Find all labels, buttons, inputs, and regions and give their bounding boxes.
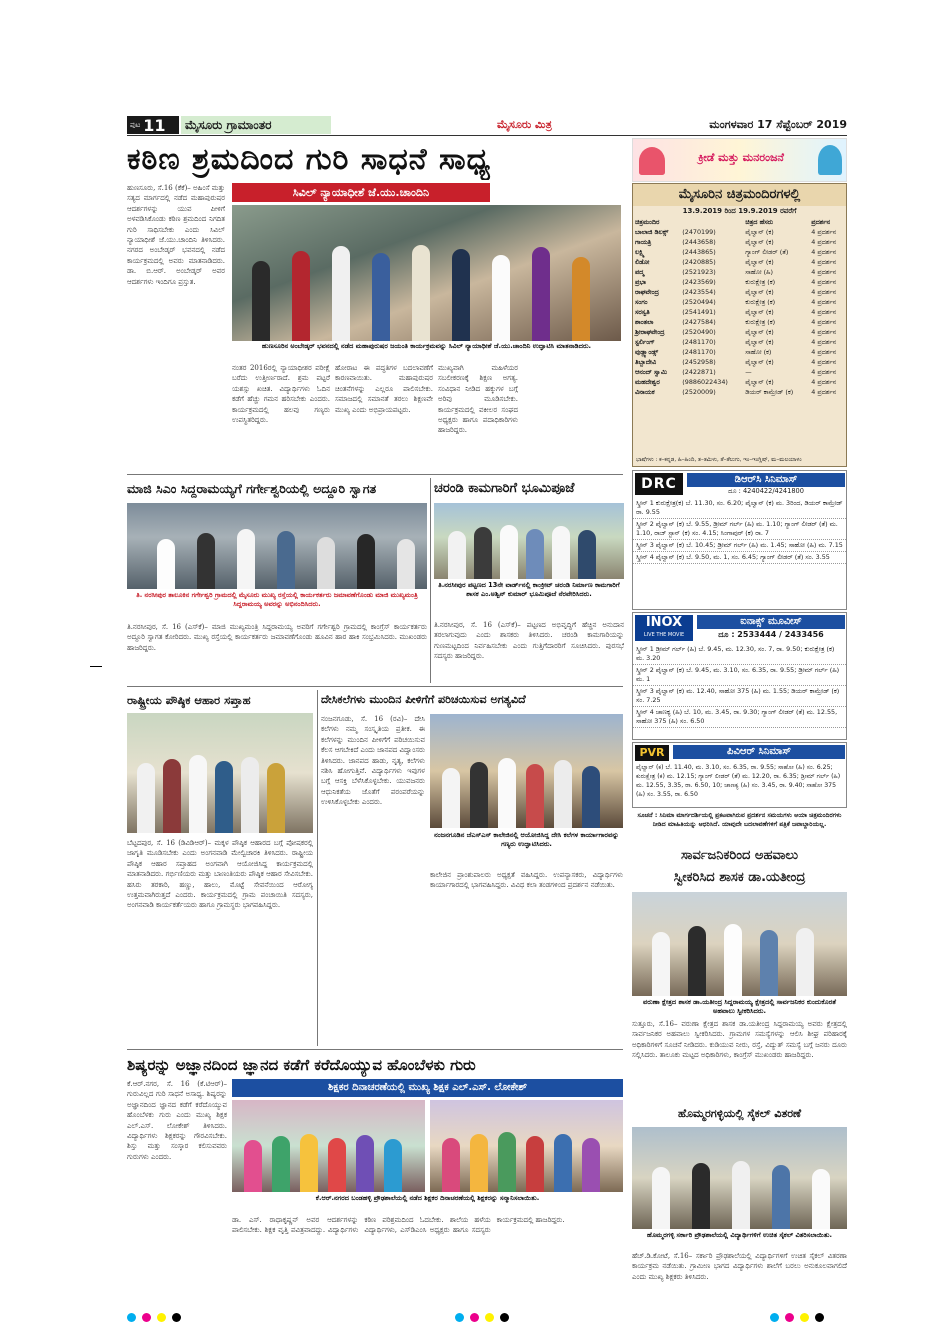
lead-body-col5 <box>438 363 518 471</box>
cinema-row <box>633 277 846 287</box>
cinema-theatre: ಲಕ್ಷ್ಮಿ <box>635 248 645 256</box>
cinema-phone: (2423569) <box>682 278 716 286</box>
drc-showtimes <box>633 498 846 564</box>
cinema-shows: 4 ಪ್ರದರ್ಶನ <box>811 238 837 246</box>
cinema-phone: (2420885) <box>682 258 716 266</box>
cinema-row <box>633 267 846 277</box>
section-title: ಮೈಸೂರು ಗ್ರಾಮಾಂತರ <box>181 116 331 134</box>
deshi-photo <box>430 714 623 828</box>
cinema-theatre: ಲಿಡೋ <box>635 258 650 266</box>
cinema-theatre: ಶಾಂತಲಾ <box>635 318 654 326</box>
section-rule <box>127 1049 623 1050</box>
inox-showtimes <box>633 644 846 728</box>
inox-panel <box>632 612 847 740</box>
bike-headline: ಹೊಮ್ಮರಗಳ್ಳಿಯಲ್ಲಿ ಸೈಕಲ್ ವಿತರಣೆ <box>632 1104 847 1124</box>
cinema-film: ಕುರುಕ್ಷೇತ್ರ (ಕ) <box>745 278 776 286</box>
sports-banner-title: ಕ್ರೀಡೆ ಮತ್ತು ಮನರಂಜನೆ <box>698 151 784 164</box>
inox-logo-text: INOX <box>645 615 683 630</box>
road-caption: ತಿ.ನರಸೀಪುರ ಪಟ್ಟಣದ 13ನೇ ವಾರ್ಡ್‌ನಲ್ಲಿ ಕಾಂಕ್ರೀಟ್ ಚರಂಡಿ ನಿರ್ಮಾಣ ಕಾಮಗಾರಿಗೆ ಶಾಸಕ ಎಂ.ಅಶ್ವಿನ್ ಕುಮಾರ್ ಭೂಮಿಪೂಜೆ ನೆರವೇರಿಸಿದರು. <box>438 581 620 598</box>
cinema-film: — <box>745 368 752 376</box>
lead-body4-text: ಮುಖ್ಯವಾಗಿ ಮಹಿಳೆಯರ ಸಬಲೀಕರಣಕ್ಕೆ ಶಿಕ್ಷಣ ಅಗತ್ಯ. ಸಂವಿಧಾನ ನೀಡಿದ ಹಕ್ಕುಗಳ ಬಗ್ಗೆ ಅರಿವು ಮೂಡಿಸಬೇಕು. ಕಾರ್ಯಕ್ರಮದಲ್ಲಿ ವಕೀಲರ ಸಂಘದ ಅಧ್ಯಕ್ಷರು ಹಾಗೂ ಪದಾಧಿಕಾರಿಗಳು ಹಾಜರಿದ್ದರು. <box>438 364 518 435</box>
cinema-theatre: ಮಹದೇಶ್ವರ <box>635 378 660 386</box>
sports-banner <box>632 138 847 182</box>
cinema-theatre: ವಿನಾಯಕ <box>635 388 655 396</box>
cinema-row <box>633 367 846 377</box>
teacher-subhead: ಶಿಕ್ಷಕರ ದಿನಾಚರಣೆಯಲ್ಲಿ ಮುಖ್ಯ ಶಿಕ್ಷಕ ಎಲ್.ಎಸ್. ಲೋಕೇಶ್ <box>232 1079 623 1097</box>
issue-date: ಮಂಗಳವಾರ 17 ಸೆಪ್ಟೆಂಬರ್ 2019 <box>709 118 847 131</box>
cinema-row <box>633 297 846 307</box>
col-theatre: ಚಿತ್ರಮಂದಿರ <box>635 218 660 226</box>
cinema-theatre: ಸ್ಟರ್ಲಿಂಗ್ <box>635 338 655 346</box>
cinema-shows: 4 ಪ್ರದರ್ಶನ <box>811 248 837 256</box>
magenta-dot-icon <box>470 1313 479 1322</box>
cinema-title: ಮೈಸೂರಿನ ಚಿತ್ರಮಂದಿರಗಳಲ್ಲಿ <box>633 184 846 206</box>
lead-photo <box>232 205 621 341</box>
section-rule <box>127 686 623 687</box>
cinema-film: ಪೈಲ್ವಾನ್ (ಕ) <box>745 288 774 296</box>
masthead: ಮೈಸೂರು ಮಿತ್ರ <box>497 118 552 131</box>
pvr-title: ಪಿವಿಆರ್ ಸಿನಿಮಾಸ್ <box>673 745 845 759</box>
nutrition-photo <box>127 713 313 833</box>
sports-figure-icon <box>818 145 842 175</box>
cinema-row <box>633 257 846 267</box>
nutrition-body: ಬೆಟ್ಟದಪುರ, ಸೆ. 16 (ಡಿವಿಡಿಆರ್)– ಮಕ್ಕಳ ಪೌಷ್ಠಿಕ ಆಹಾರದ ಬಗ್ಗೆ ಪೋಷಕರಲ್ಲಿ ಜಾಗೃತಿ ಮೂಡಿಸಬೇಕು ಎಂದು ಅಂಗನವಾಡಿ ಮೇಲ್ವಿಚಾರಕಿ ತಿಳಿಸಿದರು. ರಾಷ್ಟ್ರೀಯ ಪೌಷ್ಠಿಕ ಆಹಾರ ಸಪ್ತಾಹದ ಅಂಗವಾಗಿ ಆಯೋಜಿಸಿದ್ದ ಕಾರ್ಯಕ್ರಮದಲ್ಲಿ ಮಾತನಾಡಿದರು. ಗರ್ಭಿಣಿಯರು ಮತ್ತು ಬಾಣಂತಿಯರು ಪೌಷ್ಠಿಕ ಆಹಾರ ಸೇವಿಸಬೇಕು. ಹಸಿರು ತರಕಾರಿ, ಹಣ್ಣು, ಹಾಲು, ಮೊಟ್ಟೆ ಸೇವನೆಯಿಂದ ಆರೋಗ್ಯ ಉತ್ತಮವಾಗಿರುತ್ತದೆ ಎಂದರು. ಕಾರ್ಯಕ್ರಮದಲ್ಲಿ ಗ್ರಾಮ ಪಂಚಾಯಿತಿ ಸದಸ್ಯರು, ಅಂಗನವಾಡಿ ಕಾರ್ಯಕರ್ತೆಯರು ಹಾಗೂ ಗ್ರಾಮಸ್ಥರು ಭಾಗವಹಿಸಿದ್ದರು. <box>127 839 313 910</box>
cinema-footnote: ಭಾಷೆಗಳು : ಕ–ಕನ್ನಡ, ಹಿ–ಹಿಂದಿ, ತ–ತಮಿಳು, ತೆ–ತೆಲುಗು, ಇಂ–ಇಂಗ್ಲಿಷ್, ಮ–ಮಲಯಾಳಂ <box>636 457 802 463</box>
drc-title: ಡಿಆರ್‌ಸಿ ಸಿನಿಮಾಸ್ <box>687 473 845 487</box>
teacher-photo-right <box>430 1100 623 1192</box>
drc-panel <box>632 470 847 610</box>
cinema-phone: (2481170) <box>682 348 716 356</box>
lead-body-col2: ನಂತರ 2016ರಲ್ಲಿ ನ್ಯಾಯಾಧೀಶರ ಪರೀಕ್ಷೆ ಬರೆದು ಉತ್ತೀರ್ಣರಾದೆ. ಶ್ರಮ ಪಟ್ಟರೆ ಯಶಸ್ಸು ಖಚಿತ. ವಿದ್ಯಾರ್ಥಿಗಳು ಓದಿನ ಕಡೆಗೆ ಹೆಚ್ಚು ಗಮನ ಹರಿಸಬೇಕು ಎಂದರು. ಕಾರ್ಯಕ್ರಮದಲ್ಲಿ ಹಲವು ಗಣ್ಯರು ಉಪಸ್ಥಿತರಿದ್ದರು. <box>232 364 330 425</box>
teacher-body-col1: ಕೆ.ಆರ್.ನಗರ, ಸೆ. 16 (ಕೆ.ಟಿಆರ್)– ಗುರುವಿಲ್ಲದ ಗುರಿ ಸಾಧನೆ ಅಸಾಧ್ಯ. ಶಿಷ್ಯರನ್ನು ಅಜ್ಞಾನದಿಂದ ಜ್ಞಾನದ ಕಡೆಗೆ ಕರೆದೊಯ್ಯುವ ಹೊಂಬೆಳಕು ಗುರು ಎಂದು ಮುಖ್ಯ ಶಿಕ್ಷಕ ಎಲ್.ಎಸ್. ಲೋಕೇಶ್ ತಿಳಿಸಿದರು. ವಿದ್ಯಾರ್ಥಿಗಳು ಶಿಕ್ಷಕರನ್ನು ಗೌರವಿಸಬೇಕು. ಶಿಸ್ತು ಮತ್ತು ಸಂಸ್ಕಾರ ಕಲಿಸುವವರು ಗುರುಗಳು ಎಂದರು. <box>127 1080 227 1161</box>
cyan-dot-icon <box>455 1313 464 1322</box>
cinema-row <box>633 247 846 257</box>
cinema-film: ಪೈಲ್ವಾನ್ (ಕ) <box>745 238 774 246</box>
cinema-phone: (2541491) <box>682 308 716 316</box>
page-label: ಪುಟ <box>130 120 141 129</box>
deshi-headline: ದೇಸಿಕಲೆಗಳು ಮುಂದಿನ ಪೀಳಿಗೆಗೆ ಪರಿಚಯಿಸುವ ಅಗತ್ಯವಿದೆ <box>321 693 526 706</box>
cinema-film: ಪೈಲ್ವಾನ್ (ಕ) <box>745 228 774 236</box>
collector-headline-line1: ಸಾರ್ವಜನಿಕರಿಂದ ಅಹವಾಲು <box>680 848 798 863</box>
cinema-row <box>633 387 846 397</box>
cinema-shows: 4 ಪ್ರದರ್ಶನ <box>811 268 837 276</box>
road-headline: ಚರಂಡಿ ಕಾಮಗಾರಿಗೆ ಭೂಮಿಪೂಜೆ <box>434 481 575 496</box>
cinema-film: ಪೈಲ್ವಾನ್ (ಕ) <box>745 308 774 316</box>
cinema-film: ಡಿಯರ್ ಕಾಮ್ರೇಡ್ (ಕ) <box>745 388 794 396</box>
cinema-phone: (2423554) <box>682 288 716 296</box>
cinema-row <box>633 307 846 317</box>
inox-phone: ದೂ : 2533444 / 2433456 <box>718 630 824 639</box>
cinema-shows: 4 ಪ್ರದರ್ಶನ <box>811 298 837 306</box>
cinema-theatre: ವುಡ್ಲ್ಯಾಂಡ್ಸ್ <box>635 348 659 356</box>
crop-mark <box>90 666 102 667</box>
cinema-phone: (2452958) <box>682 358 716 366</box>
cinema-phone: (2481170) <box>682 338 716 346</box>
cinema-panel <box>632 183 847 467</box>
cinema-shows: 4 ಪ್ರದರ್ಶನ <box>811 288 837 296</box>
teacher-body-col2: ಡಾ. ಎಸ್. ರಾಧಾಕೃಷ್ಣನ್ ಅವರ ಆದರ್ಶಗಳನ್ನು ಪಾಲಿಸಬೇಕು. ಶಿಕ್ಷಕ ವೃತ್ತಿ ಪವಿತ್ರವಾದದ್ದು. ವಿದ್ಯಾರ್ಥಿಗಳು ಕಠಿಣ ಪರಿಶ್ರಮದಿಂದ ಓದಬೇಕು. ಶಾಲೆಯ ಹಳೆಯ ವಿದ್ಯಾರ್ಥಿಗಳು, ಎಸ್‌ಡಿಎಂಸಿ ಅಧ್ಯಕ್ಷರು ಹಾಗೂ ಸದಸ್ಯರು ಕಾರ್ಯಕ್ರಮದಲ್ಲಿ ಹಾಜರಿದ್ದರು. <box>232 1216 565 1235</box>
cm-headline: ಮಾಜಿ ಸಿಎಂ ಸಿದ್ದರಾಮಯ್ಯಗೆ ಗರ್ಗೇಶ್ವರಿಯಲ್ಲಿ ಅದ್ದೂರಿ ಸ್ವಾಗತ <box>127 481 377 496</box>
cinema-shows: 4 ಪ್ರದರ್ಶನ <box>811 258 837 266</box>
cinema-shows: 4 ಪ್ರದರ್ಶನ <box>811 278 837 286</box>
cinema-film: ಕುರುಕ್ಷೇತ್ರ (ಕ) <box>745 298 776 306</box>
magenta-dot-icon <box>785 1313 794 1322</box>
cinema-row <box>633 327 846 337</box>
cinema-shows: 4 ಪ್ರದರ್ಶನ <box>811 328 837 336</box>
cinema-phone: (9886022434) <box>682 378 728 386</box>
drc-phone: ದೂ : 4240422/4241800 <box>728 487 804 495</box>
page-number-badge <box>127 116 179 134</box>
cm-photo <box>127 503 427 589</box>
cinema-shows: 4 ಪ್ರದರ್ಶನ <box>811 358 837 366</box>
yellow-dot-icon <box>800 1313 809 1322</box>
collector-headline-line2: ಸ್ವೀಕರಿಸಿದ ಶಾಸಕ ಡಾ.ಯತೀಂದ್ರ <box>673 870 806 885</box>
cm-body: ತಿ.ನರಸೀಪುರ, ಸೆ. 16 (ಎಸ್‌ಕೆ)– ಮಾಜಿ ಮುಖ್ಯಮಂತ್ರಿ ಸಿದ್ದರಾಮಯ್ಯ ಅವರಿಗೆ ಗರ್ಗೇಶ್ವರಿ ಗ್ರಾಮದಲ್ಲಿ ಕಾಂಗ್ರೆಸ್ ಕಾರ್ಯಕರ್ತರು ಅದ್ದೂರಿ ಸ್ವಾಗತ ಕೋರಿದರು. ಮುಖ್ಯ ರಸ್ತೆಯಲ್ಲಿ ಕಾರ್ಯಕರ್ತರು ಜಮಾವಣೆಗೊಂಡು ಹೂವಿನ ಹಾರ ಹಾಕಿ ಸಂಭ್ರಮಿಸಿದರು. ಮುಖಂಡರು ಹಾಜರಿದ್ದರು. <box>127 623 427 652</box>
cinema-shows: 4 ಪ್ರದರ್ಶನ <box>811 368 837 376</box>
header-rule <box>127 135 847 136</box>
cinema-film: ಪೈಲ್ವಾನ್ (ಕ) <box>745 328 774 336</box>
inox-title: ಐನಾಕ್ಸ್ ಮೂವೀಸ್ <box>697 615 845 629</box>
teacher-photo-left <box>232 1100 425 1192</box>
cm-caption: ತಿ. ನರಸೀಪುರ ತಾಲೂಕಿನ ಗರ್ಗೇಶ್ವರಿ ಗ್ರಾಮದಲ್ಲಿ ಮೈಸೂರು ಮುಖ್ಯ ರಸ್ತೆಯಲ್ಲಿ ಕಾರ್ಯಕರ್ತರು ಜಮಾವಣೆಗೊಂಡು ಮಾಜಿ ಮುಖ್ಯಮಂತ್ರಿ ಸಿದ್ದರಾಮಯ್ಯ ಅವರನ್ನು ಅಭಿನಂದಿಸಿದರು. <box>136 591 418 608</box>
nutrition-headline: ರಾಷ್ಟ್ರೀಯ ಪೌಷ್ಠಿಕ ಆಹಾರ ಸಪ್ತಾಹ <box>127 693 251 707</box>
inox-screen-row: ಸ್ಕ್ರೀನ್ 1 ಡ್ರೀಮ್ ಗರ್ಲ್ (ಹಿ) ಬೆ. 9.45, ಮ. 12.30, ಸಂ. 7, ರಾ. 9.50; ಕುರುಕ್ಷೇತ್ರ (ಕ) ಮ. 3.20 <box>633 644 846 665</box>
pvr-panel <box>632 742 847 808</box>
cinema-theatre: ಸರಸ್ವತಿ <box>635 308 650 316</box>
page-header <box>127 116 847 134</box>
section-rule <box>127 474 623 475</box>
cinema-phone: (2443865) <box>682 248 716 256</box>
cinema-phone: (2520490) <box>682 328 716 336</box>
cinema-phone: (2520494) <box>682 298 716 306</box>
cinema-phone: (2443658) <box>682 238 716 246</box>
lead-headline: ಕಠಿಣ ಶ್ರಮದಿಂದ ಗುರಿ ಸಾಧನೆ ಸಾಧ್ಯ <box>127 142 492 177</box>
sports-figure-icon <box>639 147 665 175</box>
cinema-phone: (2520009) <box>682 388 716 396</box>
cinema-row <box>633 357 846 367</box>
column-rule <box>430 478 431 683</box>
cinema-phone: (2521923) <box>682 268 716 276</box>
cinema-theatre: ಪ್ರಭಾ <box>635 278 646 286</box>
collector-body: ಸುತ್ತೂರು, ಸೆ.16– ವರುಣಾ ಕ್ಷೇತ್ರದ ಶಾಸಕ ಡಾ.ಯತೀಂದ್ರ ಸಿದ್ದರಾಮಯ್ಯ ಅವರು ಕ್ಷೇತ್ರದಲ್ಲಿ ಸಾರ್ವಜನಿಕರ ಅಹವಾಲು ಸ್ವೀಕರಿಸಿದರು. ಗ್ರಾಮಗಳ ಸಮಸ್ಯೆಗಳನ್ನು ಆಲಿಸಿ ಶೀಘ್ರ ಪರಿಹಾರಕ್ಕೆ ಅಧಿಕಾರಿಗಳಿಗೆ ಸೂಚನೆ ನೀಡಿದರು. ಕುಡಿಯುವ ನೀರು, ರಸ್ತೆ, ವಿದ್ಯುತ್ ಸಮಸ್ಯೆ ಬಗ್ಗೆ ಜನರು ದೂರು ಸಲ್ಲಿಸಿದರು. ತಾಲೂಕು ಮಟ್ಟದ ಅಧಿಕಾರಿಗಳು, ಕಾಂಗ್ರೆಸ್ ಮುಖಂಡರು ಹಾಜರಿದ್ದರು. <box>632 1020 847 1060</box>
cinema-shows: 4 ಪ್ರದರ್ಶನ <box>811 308 837 316</box>
yellow-dot-icon <box>485 1313 494 1322</box>
collector-photo <box>632 892 847 996</box>
bike-body: ಹೆಚ್.ಡಿ.ಕೋಟೆ, ಸೆ.16– ಸರ್ಕಾರಿ ಪ್ರೌಢಶಾಲೆಯಲ್ಲಿ ವಿದ್ಯಾರ್ಥಿಗಳಿಗೆ ಉಚಿತ ಸೈಕಲ್ ವಿತರಣಾ ಕಾರ್ಯಕ್ರಮ ನಡೆಯಿತು. ಗ್ರಾಮೀಣ ಭಾಗದ ವಿದ್ಯಾರ್ಥಿಗಳು ಶಾಲೆಗೆ ಬರಲು ಅನುಕೂಲವಾಗಲಿದೆ ಎಂದು ಮುಖ್ಯ ಶಿಕ್ಷಕರು ತಿಳಿಸಿದರು. <box>632 1252 847 1281</box>
cinema-shows: 4 ಪ್ರದರ್ಶನ <box>811 388 837 396</box>
deshi-body-col2: ಕಾಲೇಜಿನ ಪ್ರಾಂಶುಪಾಲರು ಅಧ್ಯಕ್ಷತೆ ವಹಿಸಿದ್ದರು. ಉಪನ್ಯಾಸಕರು, ವಿದ್ಯಾರ್ಥಿಗಳು ಕಾರ್ಯಾಗಾರದಲ್ಲಿ ಭಾಗವಹಿಸಿದ್ದರು. ವಿವಿಧ ಕಲಾ ತಂಡಗಳಿಂದ ಪ್ರದರ್ಶನ ನಡೆಯಿತು. <box>430 871 623 890</box>
column-rule <box>317 690 318 1046</box>
col-shows: ಪ್ರದರ್ಶನ <box>811 218 831 226</box>
cinema-row <box>633 337 846 347</box>
cinema-row <box>633 377 846 387</box>
pvr-logo: PVR <box>635 745 669 761</box>
cinema-shows: 4 ಪ್ರದರ್ಶನ <box>811 228 837 236</box>
road-body: ತಿ.ನರಸೀಪುರ, ಸೆ. 16 (ಎಸ್‌ಕೆ)– ಪಟ್ಟಣದ ಅಭಿವೃದ್ಧಿಗೆ ಹೆಚ್ಚಿನ ಅನುದಾನ ತರಲಾಗುವುದು ಎಂದು ಶಾಸಕರು ತಿಳಿಸಿದರು. ಚರಂಡಿ ಕಾಮಗಾರಿಯನ್ನು ಗುಣಮಟ್ಟದಿಂದ ನಿರ್ವಹಿಸಬೇಕು ಎಂದು ಗುತ್ತಿಗೆದಾರರಿಗೆ ಸೂಚಿಸಿದರು. ಪುರಸಭೆ ಸದಸ್ಯರು ಹಾಜರಿದ್ದರು. <box>434 621 624 661</box>
inox-screen-row: ಸ್ಕ್ರೀನ್ 2 ಪೈಲ್ವಾನ್ (ಕ) ಬೆ. 9.45, ಮ. 3.10, ಸಂ. 6.35, ರಾ. 9.55; ಡ್ರೀಮ್ ಗರ್ಲ್ (ಹಿ) ಮ. 1 <box>633 665 846 686</box>
bike-caption: ಹೊಮ್ಮರಗಳ್ಳಿ ಸರ್ಕಾರಿ ಪ್ರೌಢಶಾಲೆಯಲ್ಲಿ ವಿದ್ಯಾರ್ಥಿಗಳಿಗೆ ಉಚಿತ ಸೈಕಲ್ ವಿತರಿಸಲಾಯಿತು. <box>646 1231 832 1239</box>
cinema-film: ಪೈಲ್ವಾನ್ (ಕ) <box>745 258 774 266</box>
pvr-showtimes: ಪೈಲ್ವಾನ್ (ಕ) ಬೆ. 11.40, ಮ. 3.10, ಸಂ. 6.35, ರಾ. 9.55; ಸಾಹೋ (ಹಿ) ಸಂ. 6.25; ಕುರುಕ್ಷೇತ್ರ (ಕ) ಮ. 12.15; ಗ್ಯಾಂಗ್ ಲೀಡರ್ (ತೆ) ಮ. 12.20, ರಾ. 6.35; ಡ್ರೀಮ್ ಗರ್ಲ್ (ಹಿ) ಮ. 12.55, 3.35, ರಾ. 6.50, 10; ಚಾಣಕ್ಯ (ಹಿ) ಸಂ. 3.45, ರಾ. 9.40; ಸಾಹೋ 375 (ಹಿ) ಸಂ. 3.55, ರಾ. 6.50 <box>636 764 841 798</box>
cinema-theatre: ಆನಂದ್ ಸ್ವಾಮಿ <box>635 368 667 376</box>
cinema-row <box>633 347 846 357</box>
magenta-dot-icon <box>142 1313 151 1322</box>
drc-screen-row: ಸ್ಕ್ರೀನ್ 2 ಪೈಲ್ವಾನ್ (ಕ) ಬೆ. 9.55, ಡ್ರೀಮ್ ಗರ್ಲ್ (ಹಿ) ಮ. 1.10; ಗ್ಯಾಂಗ್ ಲೀಡರ್ (ತೆ) ಮ. 1.10, ರಾಜ್ ಸ್ಟಾನ್ (ಕ) ಸಂ. 4.15; ಸಿಂಗಾಪುರ್ (ಕ) ರಾ. 7 <box>633 519 846 540</box>
cinema-theatre: ಪದ್ಮ <box>635 268 645 276</box>
cinema-film: ಸಾಹೋ (ಕ) <box>745 348 772 356</box>
col-film: ಚಿತ್ರದ ಹೆಸರು <box>745 218 774 226</box>
cinema-film: ಪೈಲ್ವಾನ್ (ಕ) <box>745 338 774 346</box>
cinema-theatre: ಗಾಯತ್ರಿ <box>635 238 652 246</box>
cinema-shows: 4 ಪ್ರದರ್ಶನ <box>811 318 837 326</box>
cinema-dates: 13.9.2019 ರಿಂದ 19.9.2019 ರವರೆಗೆ <box>682 207 797 215</box>
teacher-caption: ಕೆ.ಆರ್.ನಗರದ ಬಂಡಹಳ್ಳಿ ಪ್ರೌಢಶಾಲೆಯಲ್ಲಿ ನಡೆದ ಶಿಕ್ಷಕರ ದಿನಾಚರಣೆಯಲ್ಲಿ ಶಿಕ್ಷಕರನ್ನು ಸನ್ಮಾನಿಸಲಾಯಿತು. <box>315 1194 540 1202</box>
yellow-dot-icon <box>157 1313 166 1322</box>
cinema-shows: 4 ಪ್ರದರ್ಶನ <box>811 378 837 386</box>
drc-screen-row: ಸ್ಕ್ರೀನ್ 3 ಪೈಲ್ವಾನ್ (ಕ) ಬೆ. 10.45; ಡ್ರೀಮ್ ಗರ್ಲ್ (ಹಿ) ಮ. 1.45; ಸಾಹೋ (ಹಿ) ಮ. 7.15 <box>633 540 846 552</box>
cinema-film: ಗ್ಯಾಂಗ್ ಲೀಡರ್ (ತೆ) <box>745 248 789 256</box>
cinema-notice: ಸೂಚನೆ : ಸಿನಿಮಾ ಮಾರ್ಗದರ್ಶಿಯಲ್ಲಿ ಪ್ರಕಟವಾಗಿರುವ ಪ್ರದರ್ಶನ ಸಮಯಗಳು ಆಯಾ ಚಿತ್ರಮಂದಿರಗಳು ನೀಡಿದ ಮಾಹಿತಿಯನ್ನು ಆಧರಿಸಿದೆ. ಯಾವುದೇ ಬದಲಾವಣೆಗಳಿಗೆ ಪತ್ರಿಕೆ ಜವಾಬ್ದಾರಿಯಲ್ಲ. <box>637 812 842 828</box>
inox-screen-row: ಸ್ಕ್ರೀನ್ 3 ಪೈಲ್ವಾನ್ (ಕ) ಮ. 12.40, ಸಾಹೋ 375 (ಹಿ) ಮ. 1.55; ಡಿಯರ್ ಕಾಮ್ರೇಡ್ (ಕ) ಸಂ. 7.25 <box>633 686 846 707</box>
cinema-phone: (2427584) <box>682 318 716 326</box>
collector-headline <box>632 845 847 889</box>
color-registration-bar <box>127 1307 237 1317</box>
cinema-theatre: ರಾಘವೇಂದ್ರ <box>635 288 659 296</box>
cinema-phone: (2422871) <box>682 368 716 376</box>
cinema-row <box>633 287 846 297</box>
drc-logo: DRC <box>635 473 683 495</box>
black-dot-icon <box>172 1313 181 1322</box>
deshi-caption: ನಂಜನಗೂಡಿನ ಜೆಎಸ್ಎಸ್ ಕಾಲೇಜಿನಲ್ಲಿ ಆಯೋಜಿಸಿದ್ದ ದೇಸಿ ಕಲೆಗಳ ಕಾರ್ಯಾಗಾರವನ್ನು ಗಣ್ಯರು ಉದ್ಘಾಟಿಸಿದರು. <box>434 831 619 848</box>
cinema-shows: 4 ಪ್ರದರ್ಶನ <box>811 338 837 346</box>
inox-logo <box>635 615 693 641</box>
collector-caption: ವರುಣಾ ಕ್ಷೇತ್ರದ ಶಾಸಕ ಡಾ.ಯತೀಂದ್ರ ಸಿದ್ದರಾಮಯ್ಯ ಕ್ಷೇತ್ರದಲ್ಲಿ ಸಾರ್ವಜನಿಕರ ಕುಂದುಕೊರತೆ ಅಹವಾಲು ಸ್ವೀಕರಿಸಿದರು. <box>643 998 836 1015</box>
cinema-shows: 4 ಪ್ರದರ್ಶನ <box>811 348 837 356</box>
drc-screen-row: ಸ್ಕ್ರೀನ್ 1 ಕುರುಕ್ಷೇತ್ರ(ಕ) ಬೆ. 11.30, ಸಂ. 6.20; ಪೈಲ್ವಾನ್ (ಕ) ಮ. 3ರಿಂದ, ಡಿಯರ್ ಕಾಮ್ರೇಡ್ ರಾ. 9.55 <box>633 498 846 519</box>
road-photo <box>434 503 624 579</box>
color-registration-bar <box>455 1307 565 1317</box>
black-dot-icon <box>815 1313 824 1322</box>
lead-photo-caption: ಹುಣಸೂರಿನ ಅಂಬೇಡ್ಕರ್ ಭವನದಲ್ಲಿ ನಡೆದ ಮಹಾಪುರುಷರ ಜಯಂತಿ ಕಾರ್ಯಕ್ರಮವನ್ನು ಸಿವಿಲ್ ನ್ಯಾಯಾಧೀಶೆ ಜೆ.ಯು.ಚಾಂದಿನಿ ಉದ್ಘಾಟಿಸಿ ಮಾತನಾಡಿದರು. <box>261 342 592 350</box>
cinema-theatre: ಬಾಲಾಜಿ ಡಿಲಕ್ಸ್ <box>635 228 669 236</box>
cyan-dot-icon <box>127 1313 136 1322</box>
cinema-row <box>633 227 846 237</box>
cinema-theatre: ಸಂಗಂ <box>635 298 648 306</box>
cinema-row <box>633 237 846 247</box>
cinema-phone: (2470199) <box>682 228 716 236</box>
lead-body-col3: ಹೋರಾಟ ಈ ಪದ್ಧತಿಗಳ ಬದಲಾವಣೆಗೆ ಕಾರಣವಾಯಿತು. ಮಹಾಪುರುಷರ ಚಿಂತನೆಗಳನ್ನು ಎಲ್ಲರೂ ಪಾಲಿಸಬೇಕು. ಸಮಾಜದಲ್ಲಿ ಸಮಾನತೆ ತರಲು ಶಿಕ್ಷಣವೇ ಮುಖ್ಯ ಎಂದು ಅಭಿಪ್ರಾಯಪಟ್ಟರು. <box>335 364 433 414</box>
inox-screen-row: ಸ್ಕ್ರೀನ್ 4 ಚಾಣಕ್ಯ (ಹಿ) ಬೆ. 10, ಮ. 3.45, ರಾ. 9.30; ಗ್ಯಾಂಗ್ ಲೀಡರ್ (ತೆ) ಮ. 12.55, ಸಾಹೋ 375 (ಹಿ) ಸಂ. 6.50 <box>633 707 846 728</box>
cyan-dot-icon <box>770 1313 779 1322</box>
cinema-film: ಪೈಲ್ವಾನ್ (ಕ) <box>745 358 774 366</box>
cinema-film: ಕುರುಕ್ಷೇತ್ರ (ಕ) <box>745 318 776 326</box>
lead-body-col1: ಹುಣಸೂರು, ಸೆ.16 (ಕೆಕೆ)– ಅಹಿಂಸೆ ಮತ್ತು ಸತ್ಯದ ಮಾರ್ಗದಲ್ಲಿ ನಡೆದ ಮಹಾಪುರುಷರ ಆದರ್ಶಗಳನ್ನು ಯುವ ಪೀಳಿಗೆ ಅಳವಡಿಸಿಕೊಂಡು ಕಠಿಣ ಶ್ರಮದಿಂದ ನಿಗದಿತ ಗುರಿ ಸಾಧಿಸಬೇಕು ಎಂದು ಸಿವಿಲ್ ನ್ಯಾಯಾಧೀಶೆ ಜೆ.ಯು.ಚಾಂದಿನಿ ತಿಳಿಸಿದರು. ನಗರದ ಅಂಬೇಡ್ಕರ್ ಭವನದಲ್ಲಿ ನಡೆದ ಕಾರ್ಯಕ್ರಮದಲ್ಲಿ ಅವರು ಮಾತನಾಡಿದರು. ಡಾ. ಬಿ.ಆರ್. ಅಂಬೇಡ್ಕರ್ ಅವರ ಆದರ್ಶಗಳು ಇಂದಿಗೂ ಪ್ರಸ್ತುತ. <box>127 184 225 286</box>
teacher-headline: ಶಿಷ್ಯರನ್ನು ಅಜ್ಞಾನದಿಂದ ಜ್ಞಾನದ ಕಡೆಗೆ ಕರೆದೊಯ್ಯುವ ಹೊಂಬೆಳಕು ಗುರು <box>127 1056 476 1074</box>
drc-screen-row: ಸ್ಕ್ರೀನ್ 4 ಪೈಲ್ವಾನ್ (ಕ) ಬೆ. 9.50, ಮ. 1, ಸಂ. 6.45; ಗ್ಯಾಂಗ್ ಲೀಡರ್ (ತೆ) ಸಂ. 3.55 <box>633 552 846 564</box>
page-number: 11 <box>143 115 166 135</box>
inox-tagline: LIVE THE MOVIE <box>643 632 685 638</box>
cinema-film: ಸಾಹೋ (ಹಿ) <box>745 268 773 276</box>
lead-subhead: ಸಿವಿಲ್ ನ್ಯಾಯಾಧೀಶೆ ಜೆ.ಯು.ಚಾಂದಿನಿ <box>232 183 490 202</box>
cinema-table <box>633 217 846 397</box>
color-registration-bar <box>770 1307 850 1317</box>
cinema-row <box>633 317 846 327</box>
cinema-theatre: ಶ್ರೀರಾಘವೇಂದ್ರ <box>635 328 665 336</box>
cinema-film: ಪೈಲ್ವಾನ್ (ಕ) <box>745 378 774 386</box>
black-dot-icon <box>500 1313 509 1322</box>
bike-photo <box>632 1127 847 1229</box>
cinema-theatre: ತಿಬ್ಬಾದೇವಿ <box>635 358 657 366</box>
deshi-body-col1: ನಂಜನಗೂಡು, ಸೆ. 16 (ರವಿ)– ದೇಸಿ ಕಲೆಗಳು ನಮ್ಮ ಸಂಸ್ಕೃತಿಯ ಪ್ರತೀಕ. ಈ ಕಲೆಗಳನ್ನು ಮುಂದಿನ ಪೀಳಿಗೆಗೆ ಪರಿಚಯಿಸುವ ಕೆಲಸ ಆಗಬೇಕಿದೆ ಎಂದು ಜಾನಪದ ವಿದ್ವಾಂಸರು ತಿಳಿಸಿದರು. ಜಾನಪದ ಹಾಡು, ನೃತ್ಯ, ಕಲೆಗಳು ನಶಿಸಿ ಹೋಗುತ್ತಿವೆ. ವಿದ್ಯಾರ್ಥಿಗಳು ಇವುಗಳ ಬಗ್ಗೆ ಆಸಕ್ತಿ ಬೆಳೆಸಿಕೊಳ್ಳಬೇಕು. ಯುವಜನರು ಆಧುನಿಕತೆಯ ಜೊತೆಗೆ ಪರಂಪರೆಯನ್ನು ಉಳಿಸಿಕೊಳ್ಳಬೇಕು ಎಂದರು. <box>321 715 425 807</box>
